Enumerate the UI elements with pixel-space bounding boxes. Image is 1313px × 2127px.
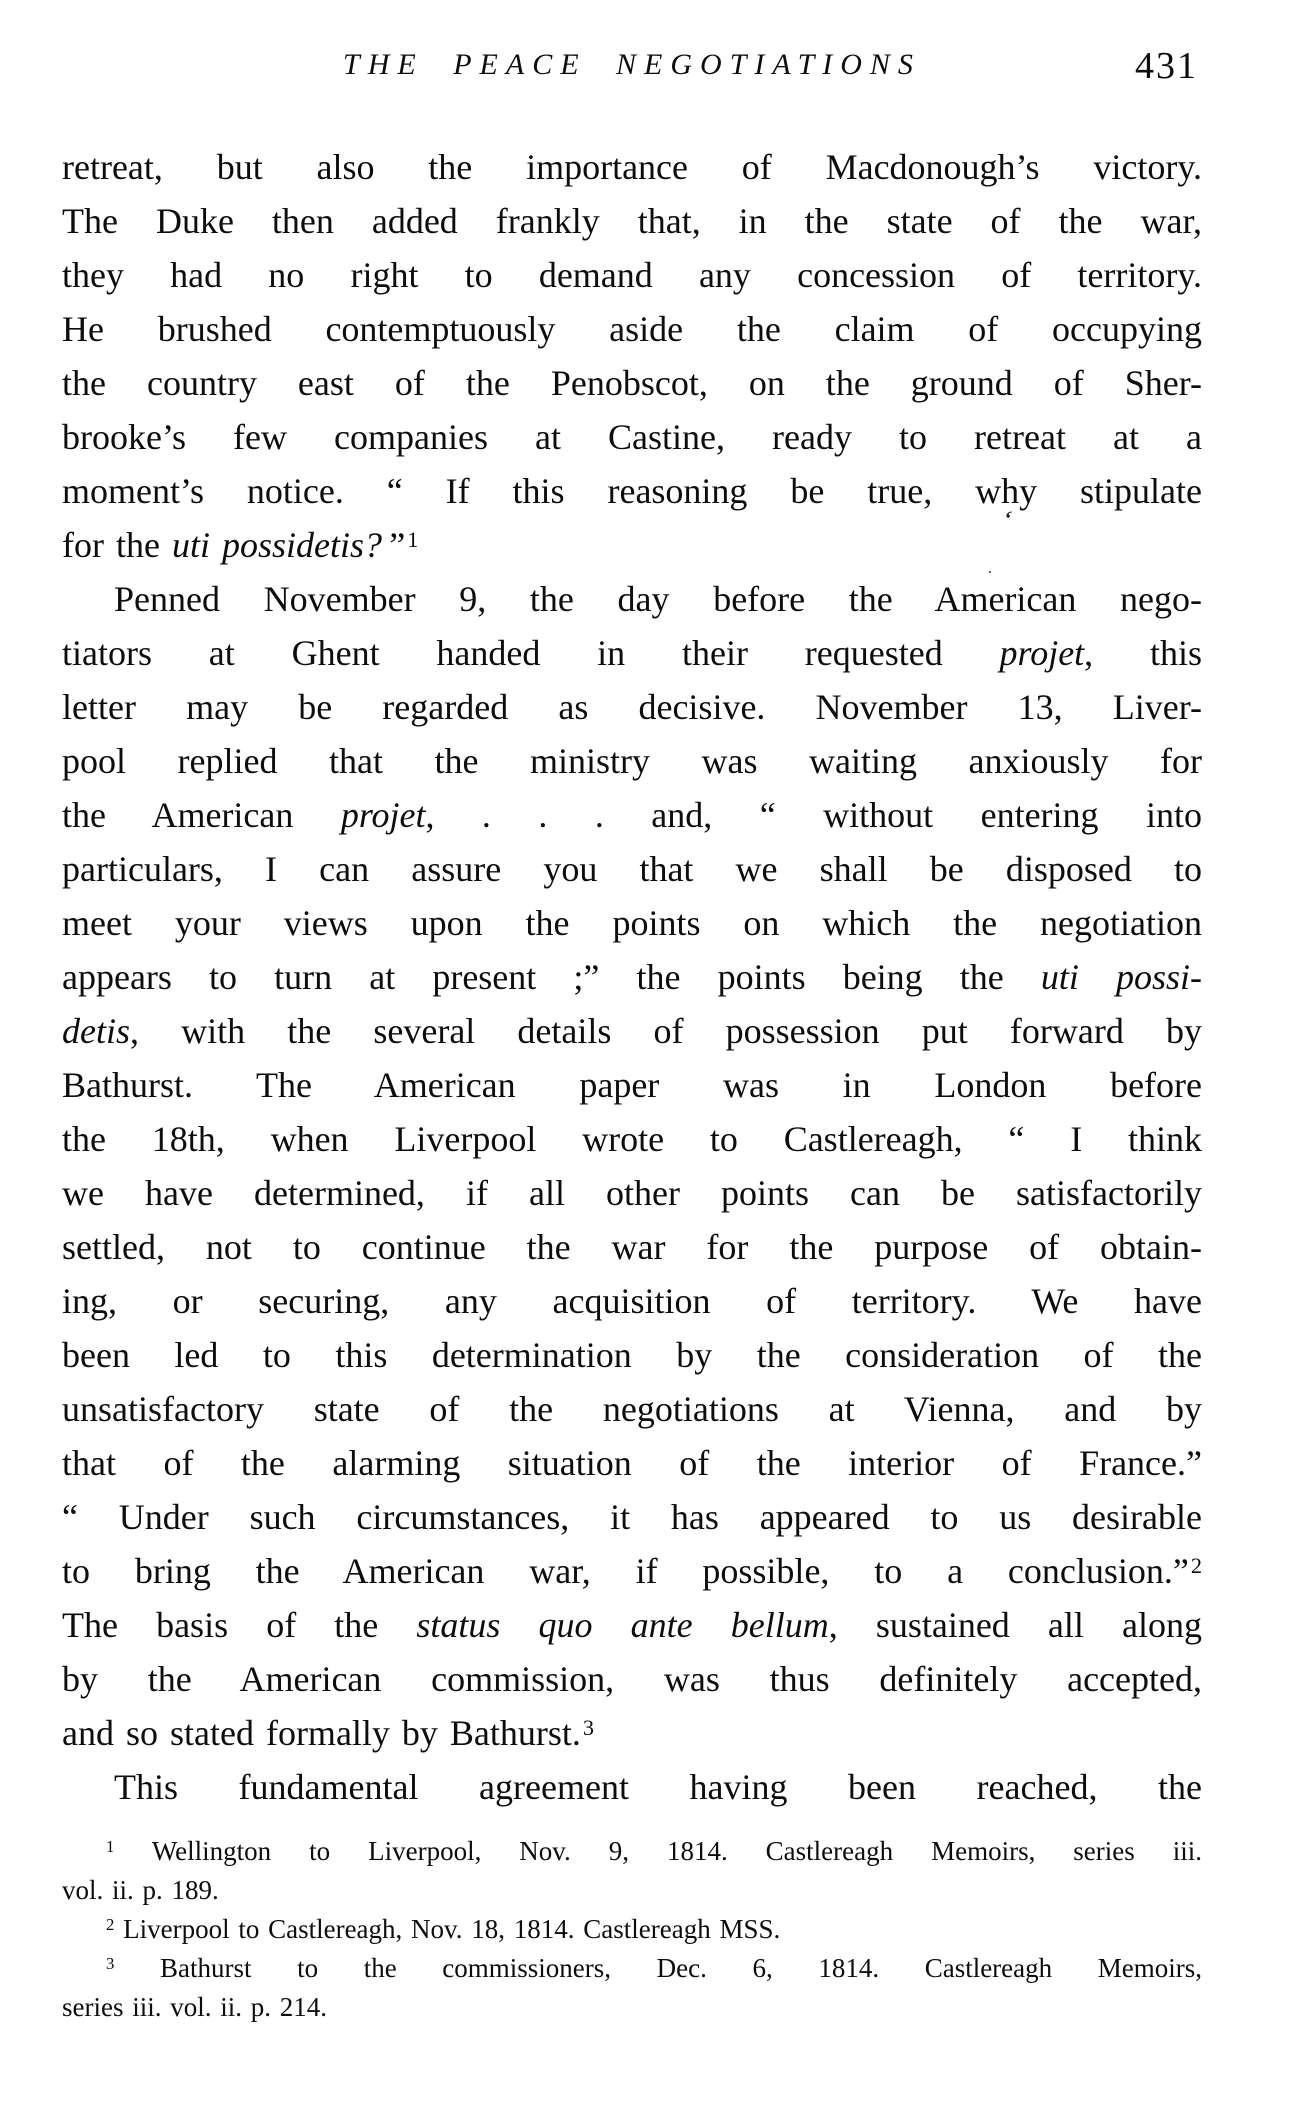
text-run: vol. ii. p. 189. (62, 1875, 219, 1905)
text-line (62, 1274, 1202, 1328)
footnote-reference: 1 (407, 526, 419, 552)
text-run: , this (1084, 633, 1202, 673)
text-line (62, 1220, 1202, 1274)
text-line (62, 734, 1202, 788)
page-number: 431 (1135, 45, 1198, 87)
text-run: ” (382, 525, 406, 565)
footnote-reference: 3 (582, 1714, 595, 1740)
text-line (62, 302, 1202, 356)
italic-text: status quo ante bellum (416, 1605, 829, 1645)
text-run: , with the several details of possession put forward by (130, 1011, 1202, 1051)
footnote-reference: 1 (106, 1837, 115, 1857)
text-line (62, 1706, 1202, 1760)
text-line (62, 842, 1202, 896)
text-line (62, 626, 1202, 680)
text-line (62, 950, 1202, 1004)
italic-text: detis (62, 1011, 130, 1051)
text-run: to bring the American war, if possible, to a conclusion.” (62, 1551, 1189, 1591)
text-run: ing, or securing, any acquisition of territory. We have (62, 1281, 1202, 1321)
text-line (62, 680, 1202, 734)
text-run: Wellington to Liverpool, Nov. 9, 1814. Castlereagh Memoirs, series iii. (114, 1836, 1202, 1866)
footnote-reference: 2 (106, 1915, 115, 1935)
text-run: been led to this determination by the consideration of the (62, 1335, 1202, 1375)
text-run: , . . . and, “ without entering into (425, 795, 1202, 835)
text-line (62, 1949, 1202, 1988)
text-run: Penned November 9, the day before the American nego- (114, 579, 1202, 619)
text-run: The Duke then added frankly that, in the state of the war, (62, 201, 1202, 241)
body-text (62, 140, 1202, 1814)
text-line (62, 1436, 1202, 1490)
text-line (62, 410, 1202, 464)
text-run: they had no right to demand any concession of territory. (62, 255, 1202, 295)
text-line (62, 1382, 1202, 1436)
text-run: series iii. vol. ii. p. 214. (62, 1992, 327, 2022)
text-run: retreat, but also the importance of Macdonough’s victory. (62, 147, 1202, 187)
text-line (62, 1652, 1202, 1706)
text-line (62, 1058, 1202, 1112)
footnotes (62, 1832, 1202, 2027)
text-line (62, 1598, 1202, 1652)
footnote-reference: 3 (106, 1954, 115, 1974)
italic-text: projet (999, 633, 1085, 673)
text-line (62, 356, 1202, 410)
text-line (62, 1760, 1202, 1814)
text-run: pool replied that the ministry was waiting anxiously for (62, 741, 1202, 781)
text-line (62, 1871, 1202, 1910)
text-line (62, 194, 1202, 248)
text-run: , sustained all along (828, 1605, 1202, 1645)
text-run: Bathurst to the commissioners, Dec. 6, 1814. Castlereagh Memoirs, (114, 1953, 1202, 1983)
text-run: unsatisfactory state of the negotiations at Vienna, and by (62, 1389, 1202, 1429)
text-line (62, 896, 1202, 950)
text-run: the country east of the Penobscot, on the ground of Sher- (62, 363, 1202, 403)
text-line (62, 1988, 1202, 2027)
text-run: moment’s notice. “ If this reasoning be true, why stipulate (62, 471, 1202, 511)
text-run: “ Under such circumstances, it has appeared to us desirable (62, 1497, 1202, 1537)
text-line (62, 1490, 1202, 1544)
text-run: brooke’s few companies at Castine, ready to retreat at a (62, 417, 1202, 457)
text-line (62, 1832, 1202, 1871)
text-run: letter may be regarded as decisive. November 13, Liver- (62, 687, 1202, 727)
text-run: settled, not to continue the war for the purpose of obtain- (62, 1227, 1202, 1267)
text-run: that of the alarming situation of the interior of France.” (62, 1443, 1202, 1483)
italic-text: uti possi- (1040, 957, 1202, 997)
text-run: the 18th, when Liverpool wrote to Castlereagh, “ I think (62, 1119, 1202, 1159)
scan-artifact-dot: . (988, 560, 992, 577)
text-run: Liverpool to Castlereagh, Nov. 18, 1814. Castlereagh MSS. (114, 1914, 781, 1944)
text-run: Bathurst. The American paper was in London before (62, 1065, 1202, 1105)
text-line (62, 140, 1202, 194)
text-run: by the American commission, was thus definitely accepted, (62, 1659, 1202, 1699)
italic-text: uti possidetis? (171, 525, 382, 565)
running-head-title: THE PEACE NEGOTIATIONS (343, 48, 921, 81)
text-run: for the (62, 525, 172, 565)
italic-text: projet (340, 795, 426, 835)
text-line (62, 788, 1202, 842)
text-run: and so stated formally by Bathurst. (62, 1713, 581, 1753)
text-run: the American (62, 795, 341, 835)
text-run: This fundamental agreement having been reached, the (114, 1767, 1202, 1807)
text-line (62, 1544, 1202, 1598)
text-run: appears to turn at present ;” the points being the (62, 957, 1041, 997)
text-run: particulars, I can assure you that we shall be disposed to (62, 849, 1202, 889)
text-line (62, 1166, 1202, 1220)
scan-artifact-mark: ‘ (997, 504, 1017, 537)
text-line (62, 572, 1202, 626)
text-line (62, 1004, 1202, 1058)
running-head (62, 45, 1202, 94)
text-run: meet your views upon the points on which the negotiation (62, 903, 1202, 943)
text-line (62, 464, 1202, 518)
text-line (62, 1112, 1202, 1166)
text-line (62, 1910, 1202, 1949)
footnote-reference: 2 (1190, 1552, 1202, 1578)
text-run: He brushed contemptuously aside the claim of occupying (62, 309, 1202, 349)
text-run: we have determined, if all other points can be satisfactorily (62, 1173, 1202, 1213)
text-line (62, 518, 1202, 572)
text-run: tiators at Ghent handed in their requested (62, 633, 1000, 673)
text-line (62, 248, 1202, 302)
text-run: The basis of the (62, 1605, 417, 1645)
text-line (62, 1328, 1202, 1382)
